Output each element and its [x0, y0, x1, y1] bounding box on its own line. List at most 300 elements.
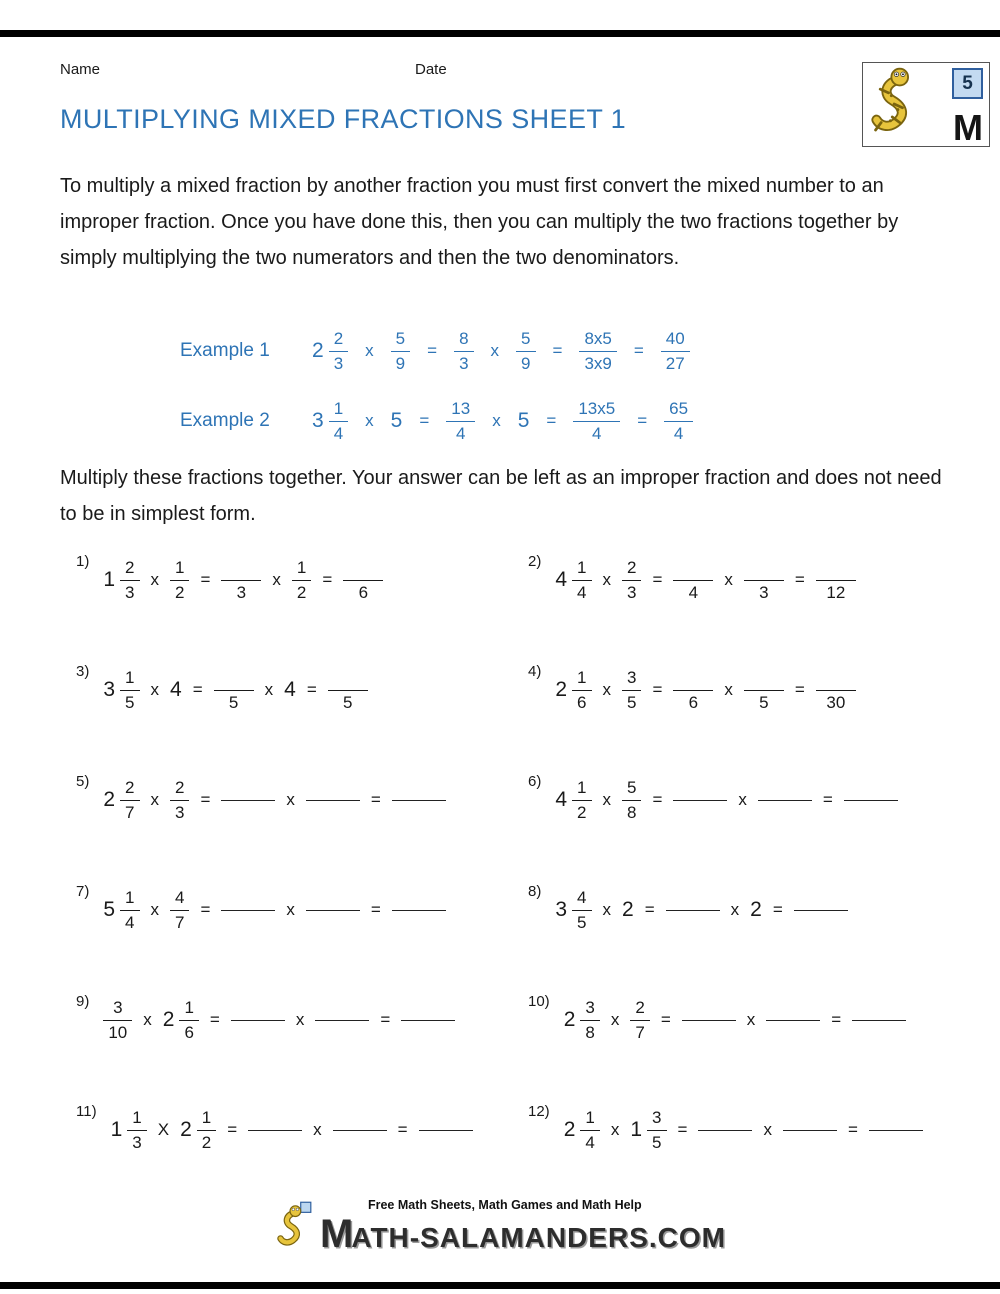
fraction-denominator: 5	[647, 1130, 666, 1153]
operator: =	[677, 1120, 688, 1139]
top-border	[0, 30, 1000, 37]
fraction-denominator: 6	[572, 690, 591, 713]
answer-blank	[419, 1130, 473, 1131]
fraction-denominator: 27	[661, 351, 690, 374]
fraction-numerator: 2	[175, 777, 185, 797]
operator: =	[644, 900, 655, 919]
fraction	[647, 1108, 666, 1153]
fraction-denominator: 4	[120, 910, 139, 933]
footer-salamander-icon	[274, 1201, 312, 1251]
operator: x	[150, 680, 159, 699]
mixed-number	[564, 998, 600, 1043]
answer-blank	[852, 1020, 906, 1021]
problem	[60, 879, 528, 989]
operator: =	[633, 341, 644, 360]
problem-number: 7)	[76, 883, 90, 900]
whole-number: 1	[630, 1118, 643, 1141]
blank-fraction	[816, 668, 856, 713]
operator: x	[602, 900, 611, 919]
operator: x	[272, 570, 281, 589]
blank-fraction	[744, 668, 784, 713]
operator: =	[306, 680, 317, 699]
operator: =	[380, 1010, 391, 1029]
fraction-numerator: 13	[451, 398, 471, 418]
mixed-number	[555, 558, 591, 603]
whole-number: 5	[103, 898, 116, 921]
fraction	[179, 998, 198, 1043]
example-expression	[312, 329, 690, 374]
fraction	[329, 329, 348, 374]
operator: x	[150, 790, 159, 809]
operator: x	[286, 900, 295, 919]
footer-m-logo: M	[319, 1212, 352, 1256]
fraction-denominator: 4	[329, 421, 348, 444]
grade-number: 5	[962, 72, 973, 94]
operator: =	[772, 900, 783, 919]
answer-blank	[758, 800, 812, 801]
mixed-number	[111, 1108, 147, 1153]
problem-number: 11)	[76, 1103, 97, 1120]
operator: =	[552, 341, 563, 360]
blank-fraction	[816, 558, 856, 603]
fraction-numerator: 5	[395, 328, 406, 348]
fraction-numerator: 2	[125, 777, 135, 797]
whole-number: 3	[555, 898, 568, 921]
fraction-numerator: 4	[577, 887, 587, 907]
operator: =	[200, 900, 211, 919]
operator: =	[652, 680, 663, 699]
fraction-denominator: 3	[221, 580, 261, 603]
operator: =	[794, 680, 805, 699]
problem-expression	[103, 661, 367, 719]
fraction-numerator: 1	[296, 557, 307, 577]
operator: =	[427, 341, 438, 360]
fraction	[170, 558, 189, 603]
operator: =	[370, 900, 381, 919]
whole-number: 3	[103, 678, 116, 701]
fraction-denominator: 4	[573, 421, 620, 444]
blank-fraction	[744, 558, 784, 603]
operator: =	[397, 1120, 408, 1139]
operator: x	[602, 570, 611, 589]
fraction	[516, 329, 535, 374]
problem-expression	[555, 661, 856, 719]
operator: x	[143, 1010, 152, 1029]
operator: =	[546, 411, 557, 430]
fraction-numerator: 1	[175, 557, 185, 577]
fraction-numerator: 1	[577, 557, 587, 577]
fraction-numerator: 1	[577, 667, 587, 687]
fraction-numerator: 1	[585, 1107, 595, 1127]
answer-blank	[698, 1130, 752, 1131]
fraction-denominator: 3	[170, 800, 189, 823]
fraction-numerator: 1	[577, 777, 587, 797]
fraction-numerator	[744, 668, 784, 690]
fraction	[329, 399, 348, 444]
fraction-numerator: 65	[669, 398, 689, 418]
mixed-number	[163, 998, 199, 1043]
problem-number: 10)	[528, 993, 550, 1010]
operator: =	[200, 570, 211, 589]
whole-number: 2	[622, 898, 634, 921]
whole-number: 2	[162, 1008, 175, 1031]
problem	[60, 769, 528, 879]
operator: =	[419, 411, 430, 430]
fraction-denominator: 6	[673, 690, 713, 713]
problem	[60, 989, 528, 1099]
example-label: Example 1	[180, 340, 270, 361]
answer-blank	[333, 1130, 387, 1131]
fraction	[580, 1108, 599, 1153]
blank-fraction	[214, 668, 254, 713]
fraction-numerator	[816, 668, 856, 690]
fraction-denominator: 3	[744, 580, 784, 603]
fraction-denominator: 10	[103, 1020, 132, 1043]
mixed-number	[555, 778, 591, 823]
fraction	[120, 888, 139, 933]
problem-expression	[564, 991, 907, 1049]
fraction	[622, 558, 641, 603]
problem	[528, 989, 968, 1099]
problem-expression	[103, 991, 455, 1049]
mixed-number	[103, 778, 139, 823]
fraction	[120, 558, 139, 603]
problem-expression	[555, 881, 847, 939]
fraction-denominator: 9	[516, 351, 535, 374]
fraction-numerator	[221, 558, 261, 580]
blank-fraction	[673, 558, 713, 603]
problem-number: 5)	[76, 773, 90, 790]
operator: x	[724, 570, 733, 589]
footer-site	[320, 1214, 726, 1254]
problem-number: 3)	[76, 663, 90, 680]
problem	[60, 1099, 528, 1209]
operator: =	[200, 790, 211, 809]
mixed-number	[564, 1108, 600, 1153]
fraction	[622, 778, 641, 823]
date-label: Date	[415, 61, 447, 78]
problem-expression	[564, 1101, 923, 1159]
fraction-numerator: 3	[652, 1107, 662, 1127]
fraction-denominator: 3	[120, 580, 139, 603]
blank-fraction	[328, 668, 368, 713]
fraction-numerator: 3	[585, 997, 595, 1017]
fraction-numerator	[214, 668, 254, 690]
problems-grid	[60, 549, 968, 1209]
mixed-number	[103, 888, 139, 933]
intro-text: To multiply a mixed fraction by another fraction you must first convert the mixed number to an improper fraction. Once you have done this, then you can multiply the two fractions together by simply multiplying the two numerators and then the two denominators.	[60, 175, 899, 269]
footer	[0, 1198, 1000, 1254]
fraction-denominator: 2	[197, 1130, 216, 1153]
problem-number: 8)	[528, 883, 542, 900]
answer-blank	[221, 800, 275, 801]
answer-blank	[682, 1020, 736, 1021]
fraction-denominator: 3	[127, 1130, 146, 1153]
example-row	[180, 390, 693, 452]
fraction-numerator: 1	[125, 667, 135, 687]
fraction-numerator: 40	[665, 328, 685, 348]
whole-number: 2	[180, 1118, 192, 1141]
fraction	[579, 329, 616, 374]
fraction	[292, 558, 311, 603]
operator: x	[264, 680, 274, 699]
examples	[180, 320, 693, 452]
fraction	[572, 778, 591, 823]
operator: x	[738, 790, 747, 809]
fraction	[661, 329, 690, 374]
answer-blank	[783, 1130, 837, 1131]
fraction-numerator: 3	[113, 997, 123, 1017]
fraction-denominator: 9	[391, 351, 410, 374]
mixed-number	[555, 668, 591, 713]
fraction-numerator: 2	[125, 557, 135, 577]
operator: x	[602, 680, 611, 699]
problem	[528, 879, 968, 989]
operator: x	[490, 341, 500, 360]
fraction-numerator: 1	[184, 997, 194, 1017]
operator: =	[227, 1120, 238, 1139]
operator: x	[295, 1010, 305, 1029]
fraction	[664, 399, 693, 444]
problem-number: 4)	[528, 663, 542, 680]
problem-number: 12)	[528, 1103, 550, 1120]
whole-number: 2	[103, 788, 116, 811]
fraction-denominator: 5	[120, 690, 139, 713]
operator: =	[660, 1010, 671, 1029]
fraction	[120, 778, 139, 823]
operator: x	[724, 680, 733, 699]
fraction	[103, 998, 132, 1043]
answer-blank	[766, 1020, 820, 1021]
operator: =	[192, 680, 203, 699]
fraction-denominator: 6	[179, 1020, 198, 1043]
fraction	[580, 998, 599, 1043]
operator: =	[794, 570, 805, 589]
fraction	[170, 778, 189, 823]
fraction-numerator: 2	[627, 557, 637, 577]
problem-number: 6)	[528, 773, 542, 790]
problem-number: 9)	[76, 993, 90, 1010]
fraction-numerator: 2	[635, 997, 645, 1017]
fraction-denominator: 12	[816, 580, 856, 603]
fraction	[446, 399, 475, 444]
answer-blank	[794, 910, 848, 911]
problem-expression	[111, 1101, 473, 1159]
operator: x	[746, 1010, 756, 1029]
answer-blank	[306, 800, 360, 801]
mixed-number	[555, 888, 591, 933]
fraction-numerator: 1	[132, 1107, 142, 1127]
fraction-numerator: 13x5	[578, 398, 616, 418]
fraction-denominator: 3	[622, 580, 641, 603]
fraction-denominator: 2	[170, 580, 189, 603]
bottom-border	[0, 1282, 1000, 1289]
operator: x	[286, 790, 295, 809]
fraction-denominator: 5	[572, 910, 591, 933]
problem-expression	[555, 551, 856, 609]
answer-blank	[221, 910, 275, 911]
fraction-denominator: 7	[170, 910, 189, 933]
name-label: Name	[60, 61, 101, 78]
blank-fraction	[673, 668, 713, 713]
answer-blank	[231, 1020, 285, 1021]
operator: x	[610, 1010, 620, 1029]
fraction-numerator: 8	[459, 328, 469, 348]
problem-expression	[555, 771, 898, 829]
fraction-denominator: 8	[622, 800, 641, 823]
operator: =	[652, 790, 663, 809]
blank-fraction	[343, 558, 383, 603]
whole-number: 2	[312, 339, 324, 362]
operator: x	[313, 1120, 322, 1139]
fraction-denominator: 7	[630, 1020, 649, 1043]
problem-number: 1)	[76, 553, 90, 570]
fraction-denominator: 4	[664, 421, 693, 444]
whole-number: 3	[312, 409, 324, 432]
operator: =	[637, 411, 648, 430]
operator: x	[763, 1120, 772, 1139]
mixed-number	[103, 558, 139, 603]
operator: x	[365, 411, 374, 430]
operator: x	[602, 790, 611, 809]
fraction-numerator: 4	[175, 887, 185, 907]
operator: =	[822, 790, 833, 809]
fraction-denominator: 4	[446, 421, 475, 444]
operator: =	[847, 1120, 858, 1139]
salamander-icon	[865, 65, 927, 143]
mixed-number	[103, 668, 139, 713]
operator: =	[322, 570, 333, 589]
example-row	[180, 320, 693, 382]
answer-blank	[844, 800, 898, 801]
answer-blank	[401, 1020, 455, 1021]
fraction	[572, 668, 591, 713]
fraction-numerator: 2	[333, 328, 344, 348]
fraction	[391, 329, 410, 374]
fraction-numerator: 5	[521, 328, 531, 348]
whole-number: 4	[555, 568, 568, 591]
answer-blank	[673, 800, 727, 801]
operator: =	[831, 1010, 842, 1029]
whole-number: 2	[563, 1008, 576, 1031]
operator: x	[150, 570, 159, 589]
fraction-denominator: 3x9	[579, 351, 616, 374]
fraction	[630, 998, 649, 1043]
fraction-numerator: 5	[627, 777, 637, 797]
whole-number: 5	[390, 409, 403, 432]
fraction	[622, 668, 641, 713]
fraction-numerator: 3	[627, 667, 637, 687]
fraction-denominator: 5	[622, 690, 641, 713]
footer-tagline: Free Math Sheets, Math Games and Math Help	[367, 1198, 642, 1212]
m-logo: M	[953, 107, 981, 148]
whole-number: 2	[750, 898, 762, 921]
fraction-numerator	[744, 558, 784, 580]
whole-number: 1	[110, 1118, 123, 1141]
problem-expression	[103, 881, 446, 939]
fraction-denominator: 4	[572, 580, 591, 603]
fraction-denominator: 2	[292, 580, 311, 603]
answer-blank	[306, 910, 360, 911]
example-expression	[312, 399, 693, 444]
fraction-denominator: 2	[572, 800, 591, 823]
whole-number: 2	[563, 1118, 576, 1141]
mixed-number	[180, 1108, 216, 1153]
directions-text: Multiply these fractions together. Your answer can be left as an improper fraction and does not need to be in simplest form.	[60, 467, 942, 525]
fraction-denominator: 30	[816, 690, 856, 713]
whole-number: 1	[103, 568, 116, 591]
problem	[528, 1099, 968, 1209]
fraction-numerator	[328, 668, 368, 690]
operator: x	[150, 900, 159, 919]
problem	[528, 549, 968, 659]
example-label: Example 2	[180, 410, 270, 431]
operator: x	[492, 411, 501, 430]
mixed-number	[312, 399, 348, 444]
fraction	[572, 888, 591, 933]
fraction-denominator: 4	[673, 580, 713, 603]
whole-number: 4	[170, 678, 182, 701]
fraction	[572, 558, 591, 603]
answer-blank	[392, 800, 446, 801]
fraction	[120, 668, 139, 713]
fraction-denominator: 7	[120, 800, 139, 823]
operator: x	[730, 900, 740, 919]
grade-level-square	[952, 68, 983, 99]
operator: x	[610, 1120, 620, 1139]
fraction-denominator: 8	[580, 1020, 599, 1043]
answer-blank	[869, 1130, 923, 1131]
fraction-numerator	[673, 668, 713, 690]
page-title: MULTIPLYING MIXED FRACTIONS SHEET 1	[60, 104, 627, 134]
problem-number: 2)	[528, 553, 542, 570]
problem-expression	[103, 551, 383, 609]
whole-number: 2	[555, 678, 568, 701]
whole-number: 5	[517, 409, 530, 432]
mixed-number	[630, 1108, 666, 1153]
answer-blank	[248, 1130, 302, 1131]
operator: =	[209, 1010, 220, 1029]
operator: =	[370, 790, 381, 809]
operator: x	[365, 341, 374, 360]
whole-number: 4	[284, 678, 296, 701]
fraction-numerator	[816, 558, 856, 580]
fraction-denominator: 4	[580, 1130, 599, 1153]
footer-site-text: ATH-SALAMANDERS.COM	[351, 1222, 726, 1253]
fraction-denominator: 5	[744, 690, 784, 713]
problem	[60, 549, 528, 659]
footer-text-block	[320, 1198, 726, 1254]
problem	[528, 769, 968, 879]
answer-blank	[315, 1020, 369, 1021]
fraction-numerator: 8x5	[584, 328, 612, 348]
operator: X	[157, 1120, 170, 1139]
fraction-numerator: 1	[125, 887, 135, 907]
fraction	[170, 888, 189, 933]
fraction-numerator: 1	[333, 398, 344, 418]
fraction	[127, 1108, 146, 1153]
fraction-denominator: 5	[214, 690, 254, 713]
problem	[528, 659, 968, 769]
whole-number: 4	[555, 788, 568, 811]
fraction-denominator: 3	[329, 351, 348, 374]
fraction-denominator: 5	[328, 690, 368, 713]
problem	[60, 659, 528, 769]
fraction-denominator: 6	[343, 580, 383, 603]
fraction	[573, 399, 620, 444]
answer-blank	[392, 910, 446, 911]
fraction	[454, 329, 473, 374]
